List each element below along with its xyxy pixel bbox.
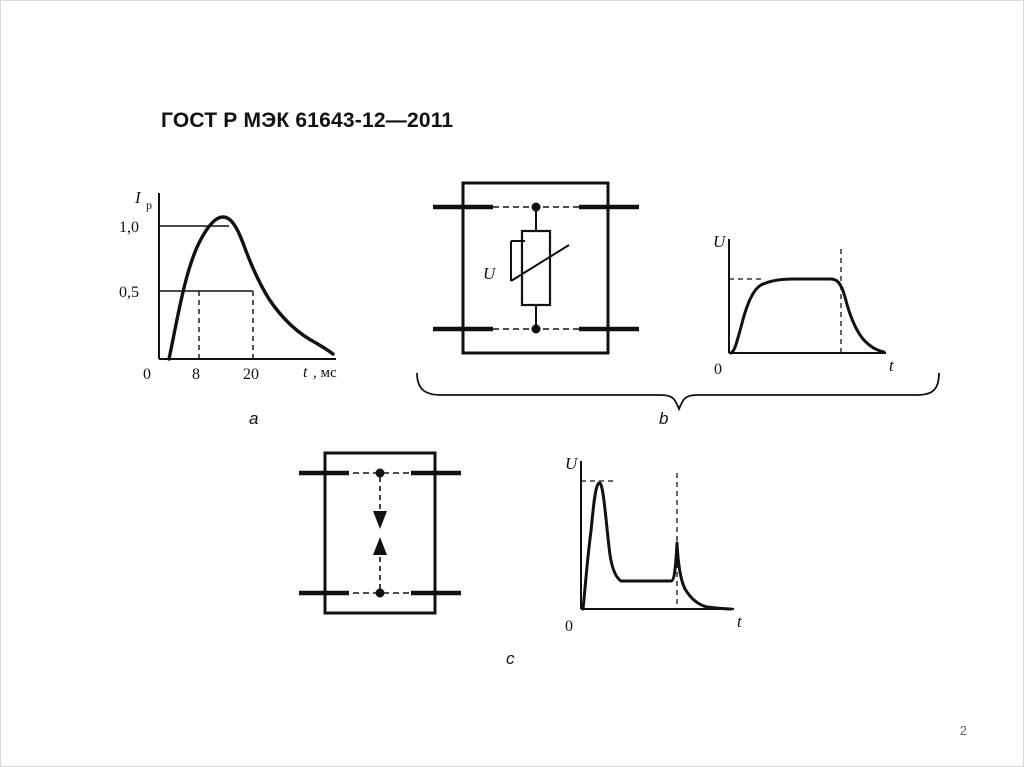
axis-y-label: U [565, 454, 578, 473]
arrow-down-head [373, 511, 387, 529]
figure-b-device-block [421, 169, 671, 379]
origin-label: 0 [565, 618, 573, 635]
y-tick-1-0: 1,0 [119, 219, 139, 236]
varistor-body [522, 231, 550, 305]
axis-y-label: I [135, 188, 141, 207]
origin-label: 0 [714, 361, 722, 378]
brace-path [417, 373, 939, 409]
axis-x-label: t [303, 364, 308, 381]
varistor-slash [511, 245, 569, 281]
origin-label: 0 [143, 366, 151, 383]
axis-y-sublabel: p [146, 198, 152, 212]
x-tick-8: 8 [192, 366, 200, 383]
figure-c-voltage-graph [549, 451, 769, 641]
figure-b-voltage-graph [701, 231, 911, 391]
axis-y-label: U [713, 232, 726, 251]
figure-b-brace [413, 369, 943, 415]
figure-c-device-block [289, 441, 469, 636]
figure-a-caption: a [249, 409, 259, 428]
voltage-curve [731, 279, 884, 353]
axis-x-unit: , мc [313, 365, 337, 381]
node-top [376, 469, 385, 478]
y-tick-0-5: 0,5 [119, 284, 139, 301]
figure-b-caption: b [659, 409, 669, 428]
axis-x-label: t [889, 356, 894, 375]
page-title: ГОСТ Р МЭК 61643-12—2011 [161, 109, 454, 132]
axis-x-label: t [737, 612, 742, 631]
node-bottom [376, 589, 385, 598]
component-label-u: U [483, 264, 496, 283]
figure-c-caption: c [506, 649, 515, 668]
figure-a-current-waveform [111, 171, 391, 401]
x-tick-20: 20 [243, 366, 259, 383]
arrow-up-head [373, 537, 387, 555]
current-curve [169, 217, 333, 359]
page-number: 2 [959, 723, 967, 738]
voltage-curve [583, 483, 731, 609]
